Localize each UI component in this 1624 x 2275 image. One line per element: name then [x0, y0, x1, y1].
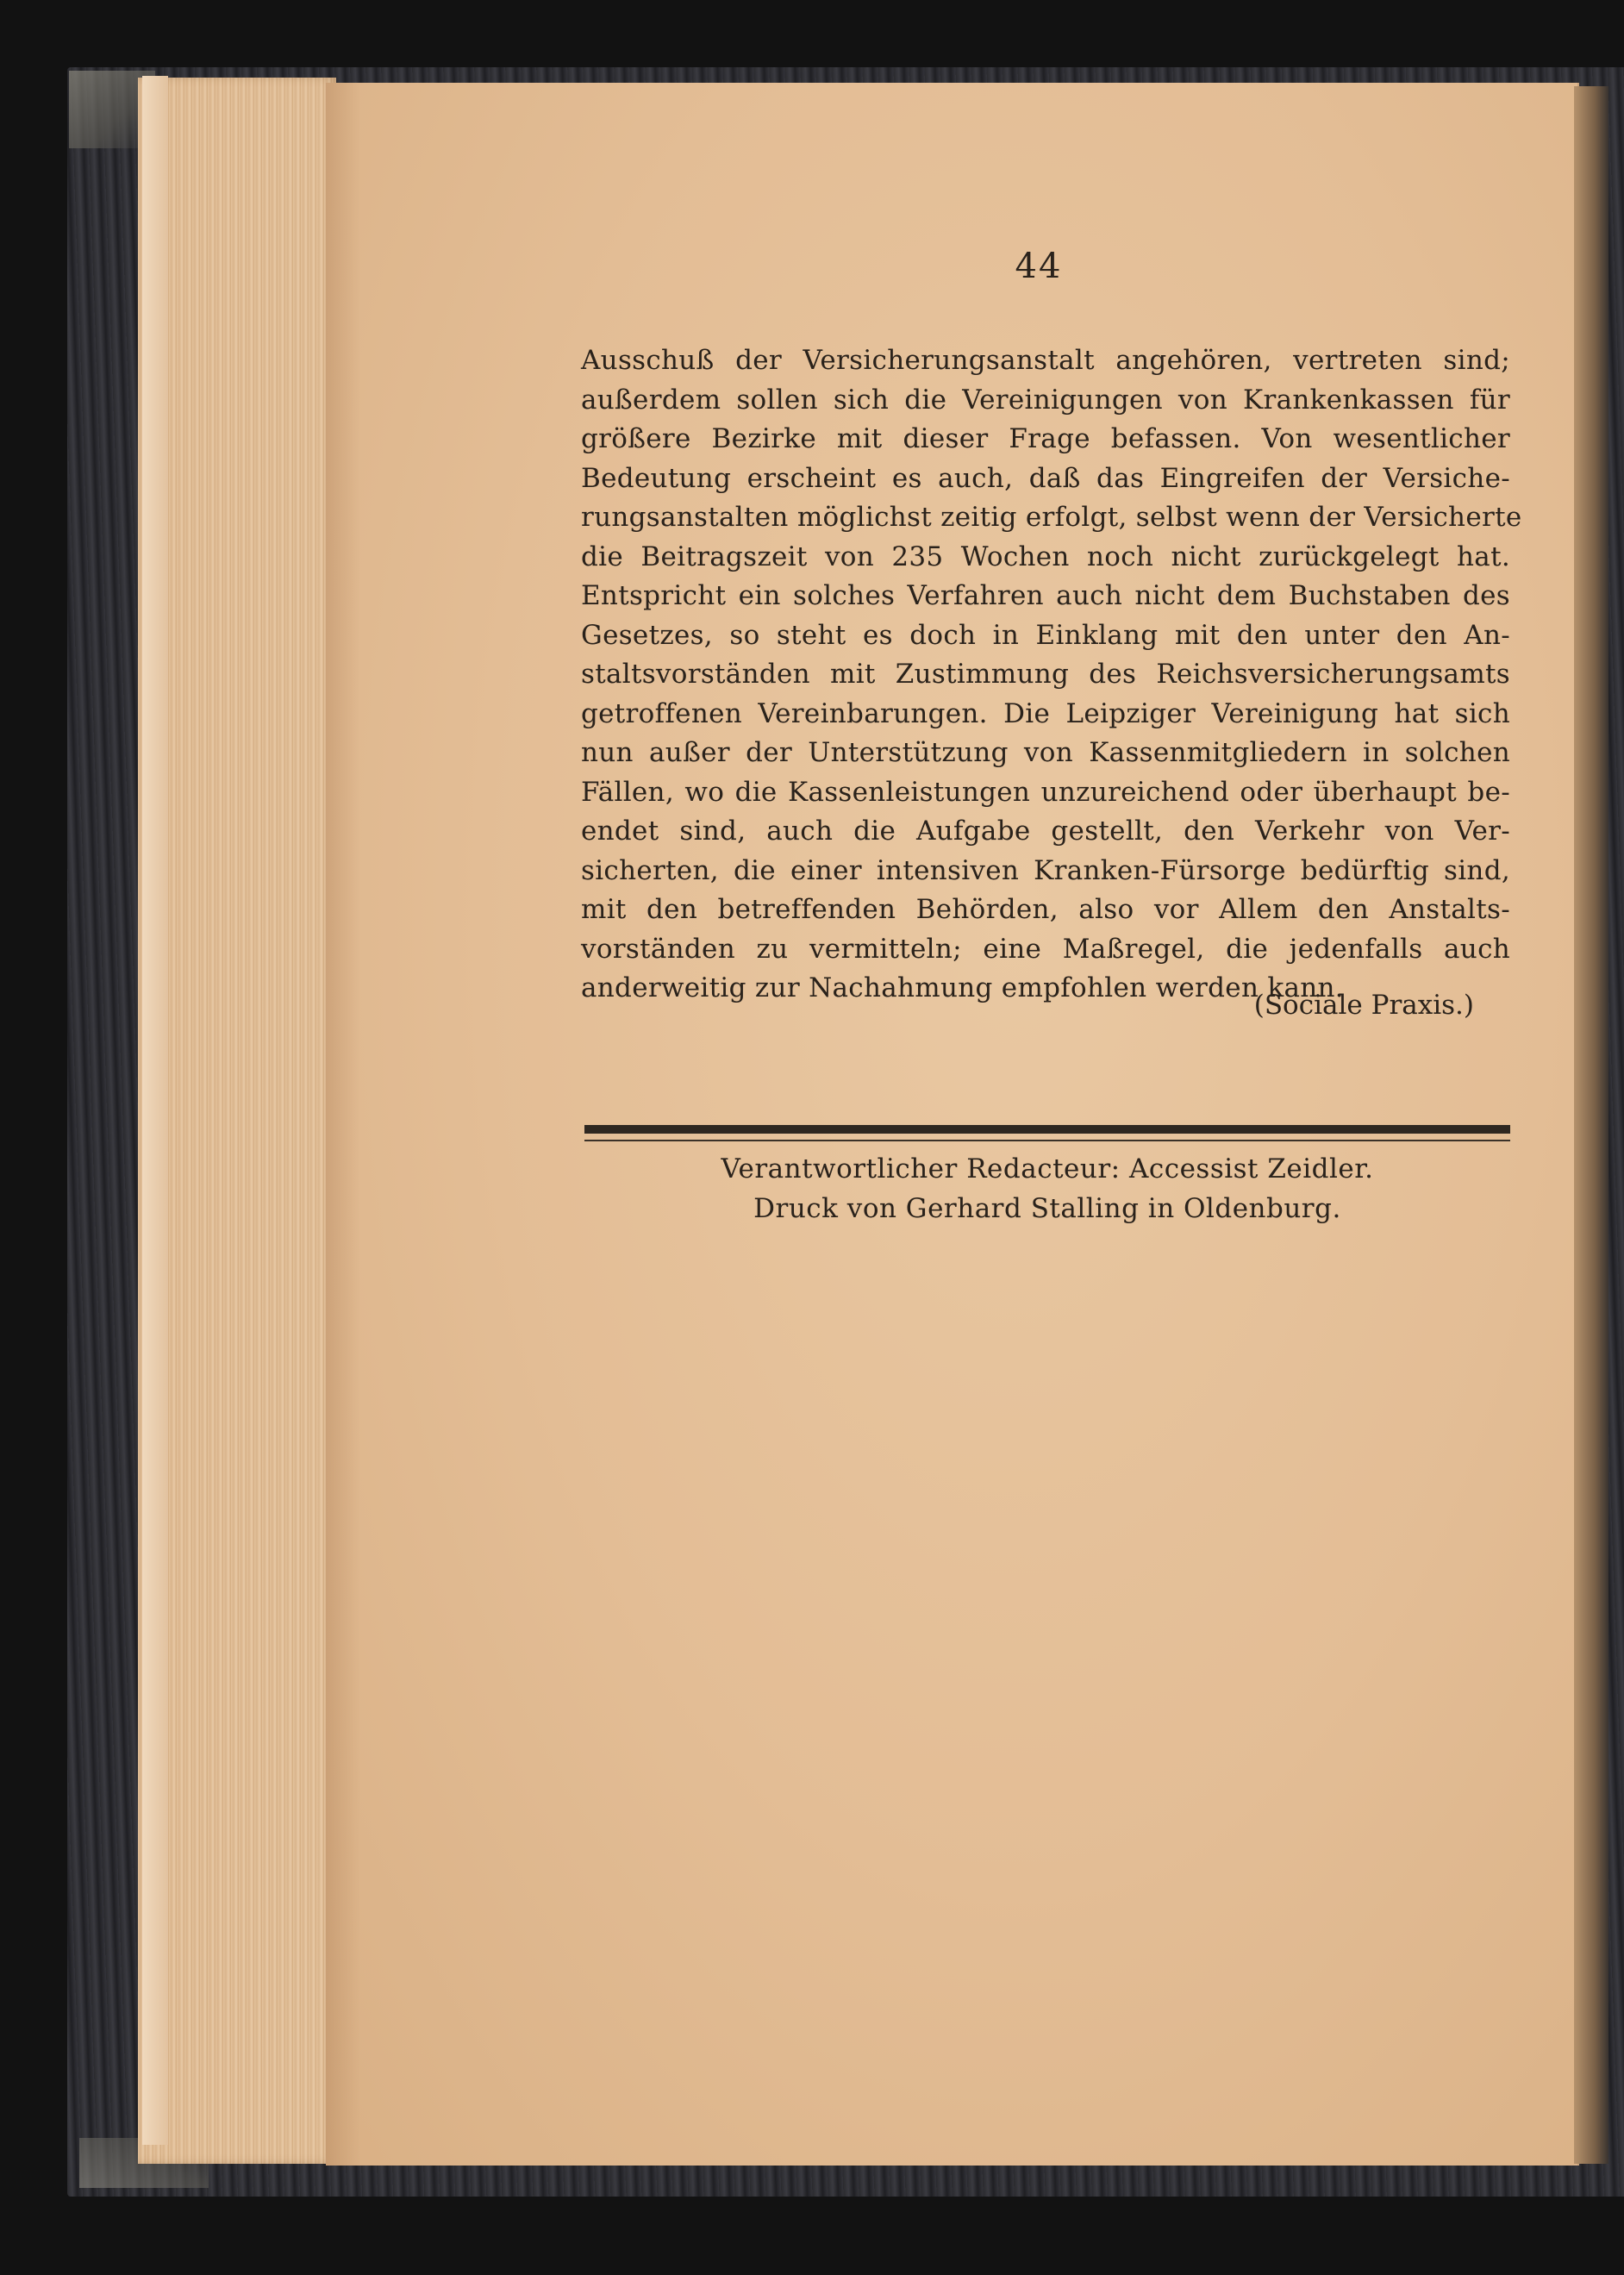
page-stack-edge-left [142, 76, 168, 2145]
text-line: endet sind, auch die Aufgabe gestellt, den Verkehr von Ver- [581, 816, 1510, 847]
text-line: Gesetzes, so steht es doch in Einklang mit den unter den An- [581, 619, 1510, 651]
text-line: die Beitragszeit von 235 Wochen noch nicht zurückgelegt hat. [581, 541, 1510, 572]
imprint-editor: Verantwortlicher Redacteur: Accessist Zeidler. [721, 1153, 1374, 1184]
text-line: anderweitig zur Nachahmung empfohlen werden kann. [581, 972, 1344, 1003]
text-line: größere Bezirke mit dieser Frage befassen. Von wesentlicher [581, 423, 1510, 454]
text-line: außerdem sollen sich die Vereinigungen von Krankenkassen für [581, 384, 1510, 416]
separator-rule-thick [584, 1125, 1510, 1134]
body-text [581, 341, 1522, 1009]
text-line: Bedeutung erscheint es auch, daß das Eingreifen der Versiche- [581, 462, 1510, 494]
text-line: Ausschuß der Versicherungsanstalt angehören, vertreten sind; [581, 345, 1510, 376]
text-line: sicherten, die einer intensiven Kranken-Fürsorge bedürftig sind, [581, 854, 1510, 886]
page-gutter-shadow [326, 83, 360, 2166]
page-right-edge [1574, 86, 1608, 2164]
separator-rule-thin [584, 1140, 1510, 1141]
text-line: nun außer der Unterstützung von Kassenmitgliedern in solchen [581, 737, 1510, 768]
imprint-printer: Druck von Gerhard Stalling in Oldenburg. [753, 1193, 1341, 1224]
text-line: rungsanstalten möglichst zeitig erfolgt, selbst wenn der Versicherte [581, 502, 1522, 533]
text-line: Fällen, wo die Kassenleistungen unzureichend oder überhaupt be- [581, 776, 1510, 808]
source-citation: (Sociale Praxis.) [1253, 990, 1474, 1021]
text-line: mit den betreffenden Behörden, also vor Allem den Anstalts- [581, 894, 1510, 925]
text-line: vorständen zu vermitteln; eine Maßregel, die jedenfalls auch [581, 933, 1510, 965]
text-line: Entspricht ein solches Verfahren auch nicht dem Buchstaben des [581, 580, 1510, 611]
page-number: 44 [1015, 247, 1063, 286]
text-line: getroffenen Vereinbarungen. Die Leipziger Vereinigung hat sich [581, 697, 1510, 729]
text-line: staltsvorständen mit Zustimmung des Reichsversicherungsamts [581, 659, 1510, 690]
